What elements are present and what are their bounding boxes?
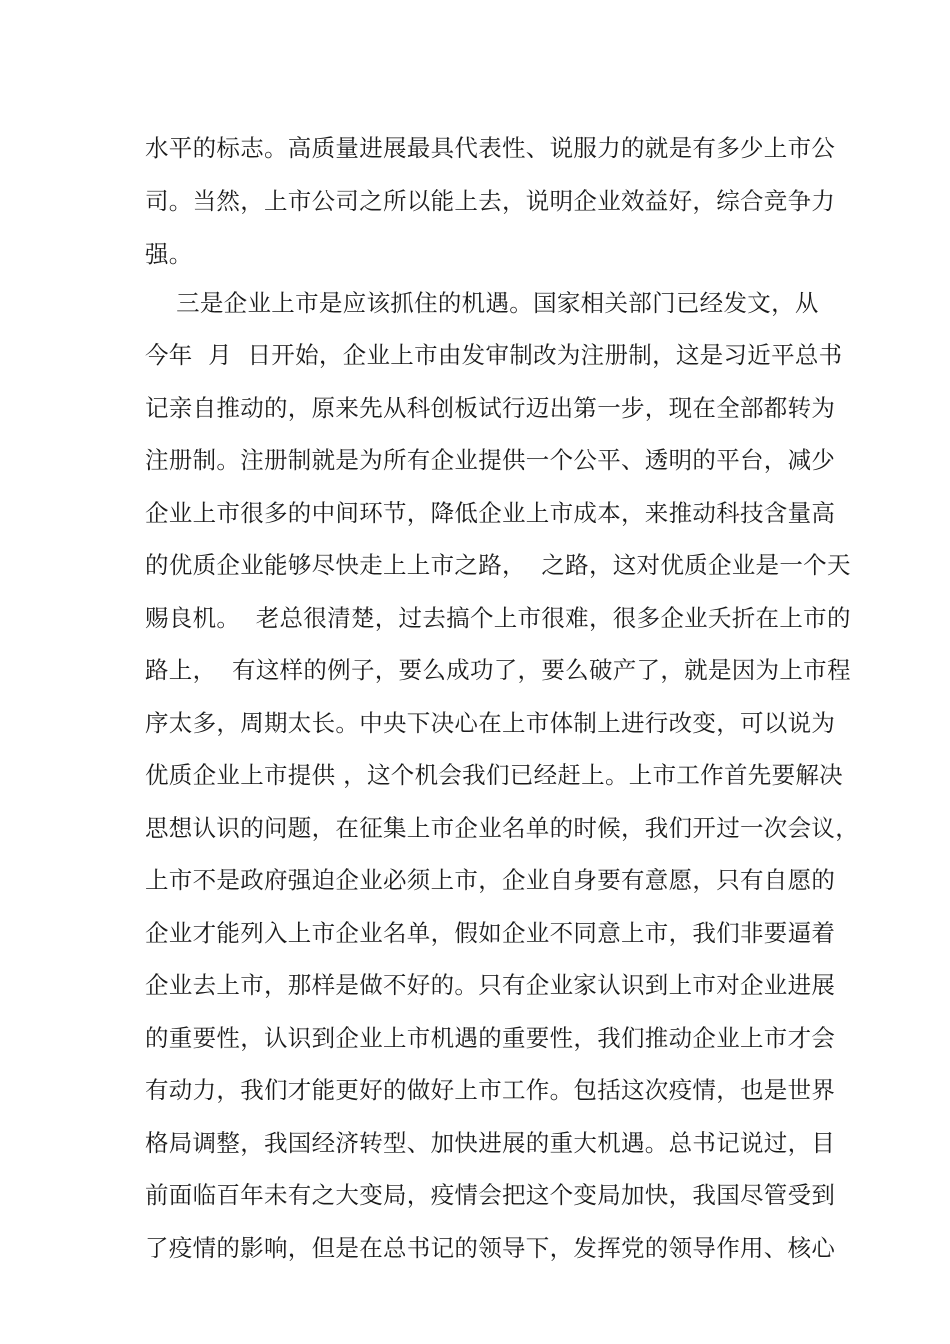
text-line: 今年 月 日开始，企业上市由发审制改为注册制，这是习近平总书 bbox=[145, 341, 843, 369]
text-line: 企业上市很多的中间环节，降低企业上市成本，来推动科技含量高 bbox=[145, 499, 836, 527]
text-line: 的优质企业能够尽快走上上市之路， 之路，这对优质企业是一个天 bbox=[145, 551, 851, 579]
text-line: 强。 bbox=[145, 240, 193, 268]
text-line: 前面临百年未有之大变局，疫情会把这个变局加快，我国尽管受到 bbox=[145, 1181, 836, 1209]
text-line: 路上， 有这样的例子，要么成功了，要么破产了，就是因为上市程 bbox=[145, 656, 851, 684]
text-line: 序太多，周期太长。中央下决心在上市体制上进行改变，可以说为 bbox=[145, 709, 836, 737]
text-line: 了疫情的影响，但是在总书记的领导下，发挥党的领导作用、核心 bbox=[145, 1234, 836, 1262]
paragraph-first-line: 三是企业上市是应该抓住的机遇。国家相关部门已经发文，从 bbox=[145, 289, 819, 317]
text-line: 的重要性，认识到企业上市机遇的重要性，我们推动企业上市才会 bbox=[145, 1024, 836, 1052]
text-line: 赐良机。 老总很清楚，过去搞个上市很难，很多企业夭折在上市的 bbox=[145, 604, 851, 632]
text-line: 水平的标志。高质量进展最具代表性、说服力的就是有多少上市公 bbox=[145, 134, 836, 162]
text-line: 司。当然，上市公司之所以能上去，说明企业效益好，综合竞争力 bbox=[145, 187, 836, 215]
text-line: 思想认识的问题，在征集上市企业名单的时候，我们开过一次会议， bbox=[145, 814, 859, 842]
text-line: 上市不是政府强迫企业必须上市，企业自身要有意愿，只有自愿的 bbox=[145, 866, 836, 894]
text-line: 企业才能列入上市企业名单，假如企业不同意上市，我们非要逼着 bbox=[145, 919, 836, 947]
text-line: 记亲自推动的，原来先从科创板试行迈出第一步，现在全部都转为 bbox=[145, 394, 836, 422]
text-line: 优质企业上市提供 ，这个机会我们已经赶上。上市工作首先要解决 bbox=[145, 761, 843, 789]
text-line: 有动力，我们才能更好的做好上市工作。包括这次疫情，也是世界 bbox=[145, 1076, 836, 1104]
text-line: 企业去上市，那样是做不好的。只有企业家认识到上市对企业进展 bbox=[145, 971, 836, 999]
text-line: 格局调整，我国经济转型、加快进展的重大机遇。总书记说过，目 bbox=[145, 1129, 836, 1157]
text-line: 注册制。注册制就是为所有企业提供一个公平、透明的平台，减少 bbox=[145, 446, 836, 474]
